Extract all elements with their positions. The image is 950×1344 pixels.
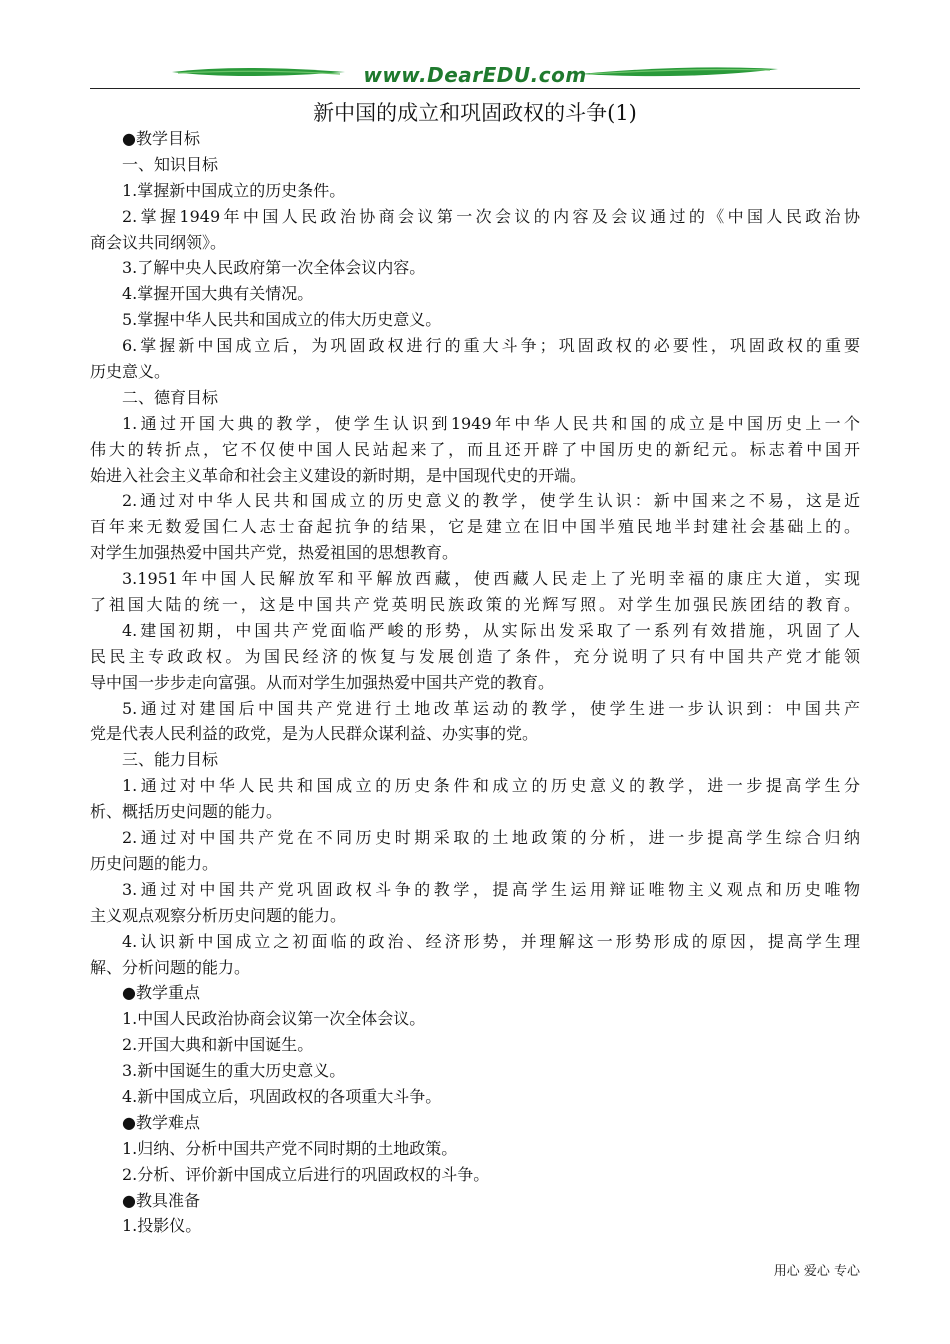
text-line: 3.1951年中国人民解放军和平解放西藏，使西藏人民走上了光明幸福的康庄大道，实现 bbox=[122, 569, 860, 589]
text-line: ●教具准备 bbox=[122, 1190, 200, 1210]
text-line: 2.开国大典和新中国诞生。 bbox=[122, 1035, 314, 1055]
text-line: 3.新中国诞生的重大历史意义。 bbox=[122, 1061, 346, 1081]
text-line: 4.建国初期，中国共产党面临严峻的形势，从实际出发采取了一系列有效措施，巩固了人 bbox=[122, 620, 860, 640]
text-line: 伟大的转折点，它不仅使中国人民站起来了，而且还开辟了中国历史的新纪元。标志着中国开 bbox=[90, 439, 860, 459]
text-line: 5.通过对建国后中国共产党进行土地改革运动的教学，使学生进一步认识到：中国共产 bbox=[122, 698, 860, 718]
text-line: 1.投影仪。 bbox=[122, 1216, 202, 1236]
text-line: 一、知识目标 bbox=[122, 154, 219, 174]
text-line: 二、德育目标 bbox=[122, 387, 219, 407]
text-line: ●教学重点 bbox=[122, 983, 200, 1003]
text-line: 百年来无数爱国仁人志士奋起抗争的结果，它是建立在旧中国半殖民地半封建社会基础上的。 bbox=[90, 517, 860, 537]
text-line: 1.通过开国大典的教学，使学生认识到1949年中华人民共和国的成立是中国历史上一个 bbox=[122, 413, 860, 433]
text-line: 5.掌握中华人民共和国成立的伟大历史意义。 bbox=[122, 310, 442, 330]
text-line: 2.掌握1949年中国人民政治协商会议第一次会议的内容及会议通过的《中国人民政治协 bbox=[122, 206, 860, 226]
text-line: 4.新中国成立后，巩固政权的各项重大斗争。 bbox=[122, 1086, 442, 1106]
text-line: 2.分析、评价新中国成立后进行的巩固政权的斗争。 bbox=[122, 1164, 490, 1184]
text-line: 导中国一步步走向富强。从而对学生加强热爱中国共产党的教育。 bbox=[90, 672, 555, 692]
text-line: 4.认识新中国成立之初面临的政治、经济形势，并理解这一形势形成的原因，提高学生理 bbox=[122, 931, 860, 951]
text-line: 始进入社会主义革命和社会主义建设的新时期，是中国现代史的开端。 bbox=[90, 465, 587, 485]
text-line: 主义观点观察分析历史问题的能力。 bbox=[90, 905, 347, 925]
text-line: 党是代表人民利益的政党，是为人民群众谋利益、办实事的党。 bbox=[90, 724, 539, 744]
page-footer: 用心 爱心 专心 bbox=[773, 1264, 860, 1279]
text-line: 1.中国人民政治协商会议第一次全体会议。 bbox=[122, 1009, 426, 1029]
text-line: 6.掌握新中国成立后，为巩固政权进行的重大斗争；巩固政权的必要性，巩固政权的重要 bbox=[122, 336, 860, 356]
text-line: 商会议共同纲领》。 bbox=[90, 232, 227, 252]
text-line: 3.了解中央人民政府第一次全体会议内容。 bbox=[122, 258, 426, 278]
text-line: 析、概括历史问题的能力。 bbox=[90, 802, 283, 822]
text-line: 2.通过对中国共产党在不同历史时期采取的土地政策的分析，进一步提高学生综合归纳 bbox=[122, 828, 860, 848]
text-line: 解、分析问题的能力。 bbox=[90, 957, 251, 977]
text-line: 历史问题的能力。 bbox=[90, 853, 219, 873]
text-line: 三、能力目标 bbox=[122, 750, 219, 770]
document-title: 新中国的成立和巩固政权的斗争(1) bbox=[313, 101, 637, 125]
text-line: 1.归纳、分析中国共产党不同时期的土地政策。 bbox=[122, 1138, 458, 1158]
text-line: 1.通过对中华人民共和国成立的历史条件和成立的历史意义的教学，进一步提高学生分 bbox=[122, 776, 860, 796]
text-line: 民民主专政政权。为国民经济的恢复与发展创造了条件，充分说明了只有中国共产党才能领 bbox=[90, 646, 860, 666]
text-line: 了祖国大陆的统一，这是中国共产党英明民族政策的光辉写照。对学生加强民族团结的教育。 bbox=[90, 595, 860, 615]
site-header bbox=[90, 60, 860, 90]
text-line: 对学生加强热爱中国共产党，热爱祖国的思想教育。 bbox=[90, 543, 459, 563]
text-line: 历史意义。 bbox=[90, 362, 171, 382]
document-body bbox=[90, 126, 860, 1239]
text-line: 1.掌握新中国成立的历史条件。 bbox=[122, 180, 346, 200]
text-line: 3.通过对中国共产党巩固政权斗争的教学，提高学生运用辩证唯物主义观点和历史唯物 bbox=[122, 879, 860, 899]
text-line: ●教学难点 bbox=[122, 1112, 200, 1132]
site-logo-text[interactable]: www.DearEDU.com bbox=[363, 63, 587, 87]
text-line: 2.通过对中华人民共和国成立的历史意义的教学，使学生认识：新中国来之不易，这是近 bbox=[122, 491, 860, 511]
text-line: ●教学目标 bbox=[122, 129, 200, 148]
text-line: 4.掌握开国大典有关情况。 bbox=[122, 284, 314, 304]
header-divider bbox=[90, 88, 860, 89]
